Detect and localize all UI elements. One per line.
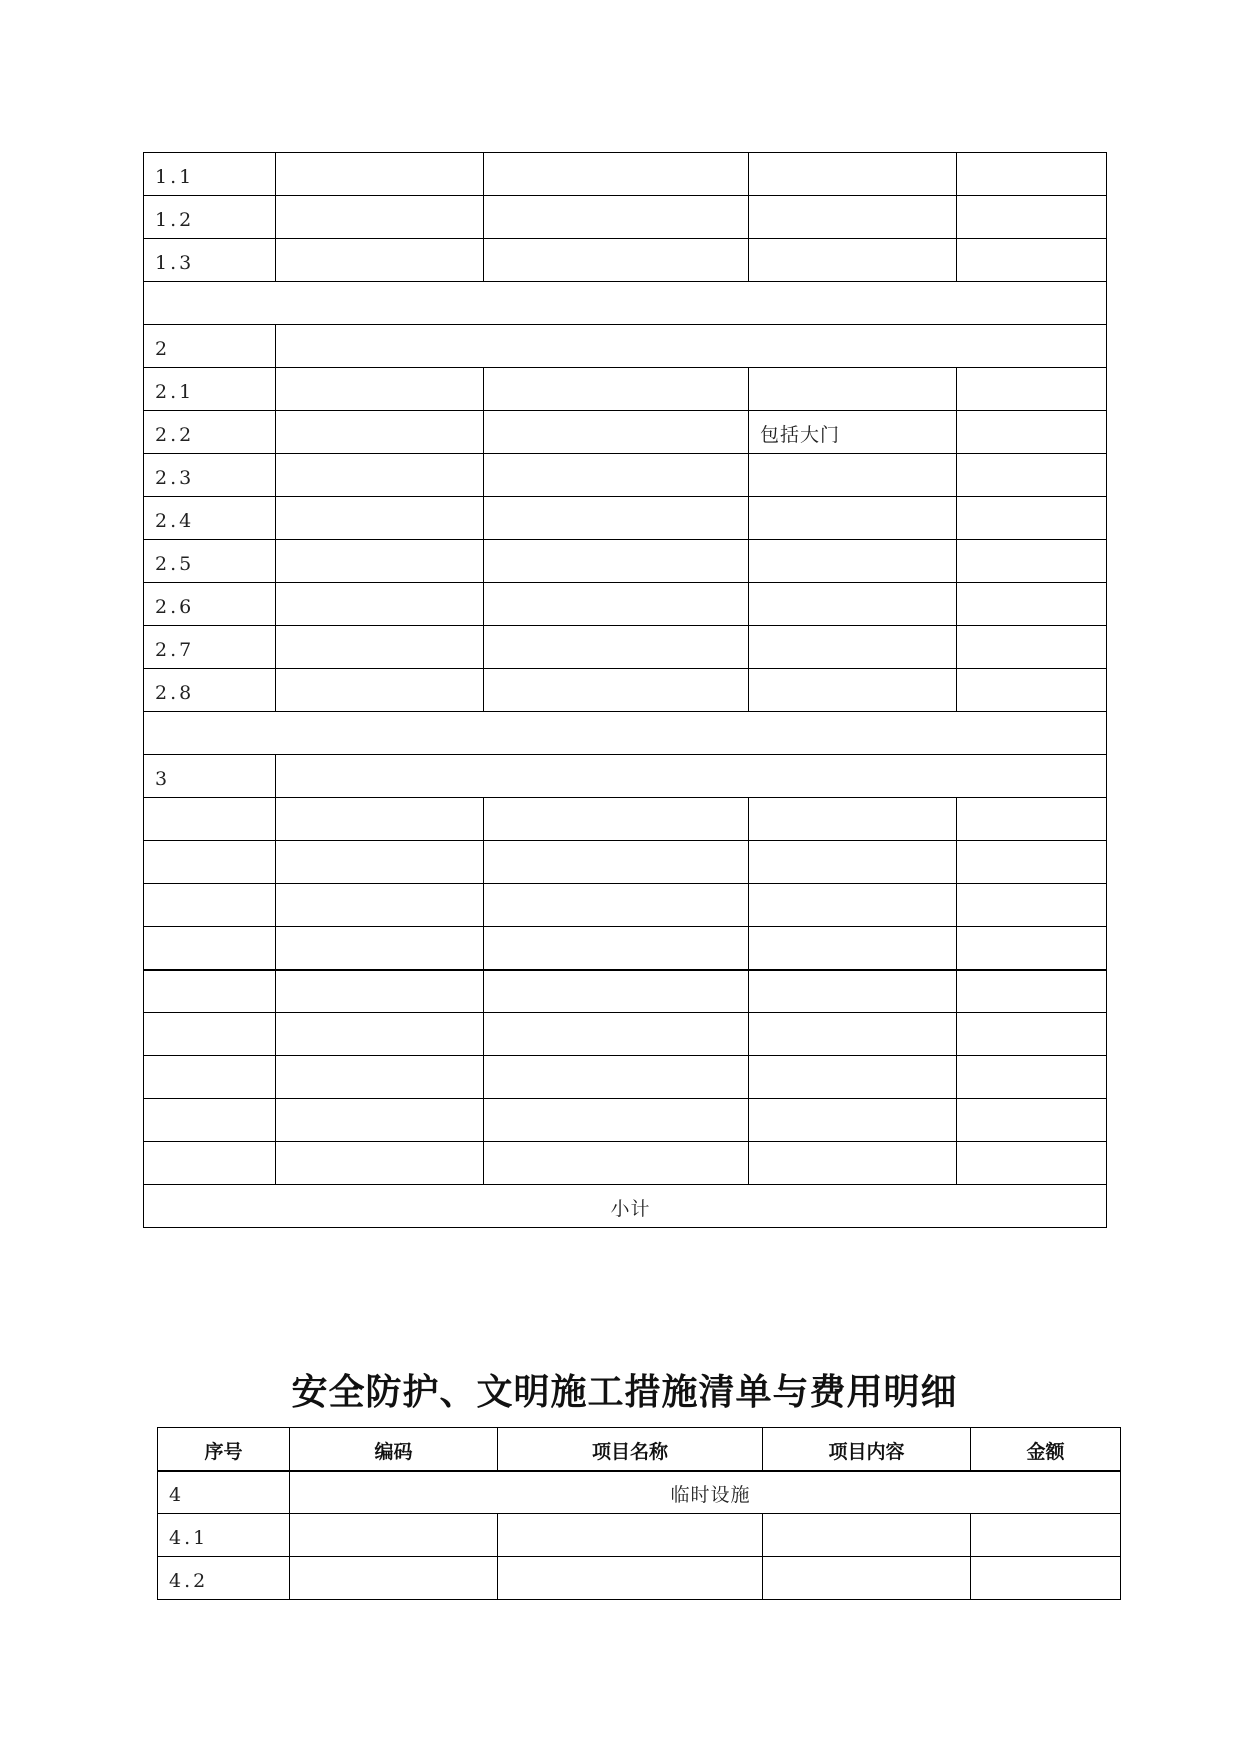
empty-content-cell — [749, 884, 957, 927]
row-2-7-name-cell — [484, 626, 749, 669]
row-1-2-name-cell — [484, 196, 749, 239]
empty-name-cell — [484, 1142, 749, 1185]
row-2-4-no-cell: 2.4 — [144, 497, 276, 540]
section-3-no-cell: 3 — [144, 755, 276, 798]
empty-no-cell — [144, 884, 276, 927]
empty-content-cell — [749, 841, 957, 884]
empty-amount-cell — [957, 1056, 1107, 1099]
section-2-no-cell: 2 — [144, 325, 276, 368]
empty-code-cell — [276, 1013, 484, 1056]
empty-code-cell — [276, 884, 484, 927]
header-content: 项目内容 — [763, 1428, 971, 1471]
empty-name-cell — [484, 841, 749, 884]
row-blank-2 — [144, 712, 1107, 755]
row-1-1-code-cell — [276, 153, 484, 196]
empty-no-cell — [144, 841, 276, 884]
row-3-empty-6 — [144, 1013, 1107, 1056]
row-1-2 — [144, 196, 1107, 239]
row-2-3-no-cell: 2.3 — [144, 454, 276, 497]
section-3-name-cell — [276, 755, 1107, 798]
empty-code-cell — [276, 798, 484, 841]
empty-code-cell — [276, 1056, 484, 1099]
empty-code-cell — [276, 841, 484, 884]
empty-name-cell — [484, 798, 749, 841]
empty-no-cell — [144, 798, 276, 841]
row-1-1-no-cell: 1.1 — [144, 153, 276, 196]
empty-content-cell — [749, 1099, 957, 1142]
row-2-1-content-cell — [749, 368, 957, 411]
empty-no-cell — [144, 1142, 276, 1185]
row-blank-1 — [144, 282, 1107, 325]
row-2-3-amount-cell — [957, 454, 1107, 497]
row-2-1-amount-cell — [957, 368, 1107, 411]
empty-name-cell — [484, 970, 749, 1013]
header-name: 项目名称 — [498, 1428, 763, 1471]
row-2-2-amount-cell — [957, 411, 1107, 454]
empty-name-cell — [484, 927, 749, 970]
row-2-1-no-cell: 2.1 — [144, 368, 276, 411]
row-section-4 — [158, 1471, 1121, 1514]
row-2-3 — [144, 454, 1107, 497]
row-2-4-name-cell — [484, 497, 749, 540]
empty-no-cell — [144, 927, 276, 970]
bottom-table — [157, 1427, 1121, 1600]
row-2-6 — [144, 583, 1107, 626]
row-2-6-content-cell — [749, 583, 957, 626]
empty-content-cell — [749, 1142, 957, 1185]
row-2-7-amount-cell — [957, 626, 1107, 669]
empty-name-cell — [484, 1099, 749, 1142]
empty-amount-cell — [957, 927, 1107, 970]
empty-code-cell — [276, 970, 484, 1013]
row-2-5-amount-cell — [957, 540, 1107, 583]
row-section-2 — [144, 325, 1107, 368]
row-1-2-code-cell — [276, 196, 484, 239]
row-2-6-no-cell: 2.6 — [144, 583, 276, 626]
empty-amount-cell — [957, 1013, 1107, 1056]
empty-amount-cell — [957, 884, 1107, 927]
header-row — [158, 1428, 1121, 1471]
section-4-name-cell: 临时设施 — [290, 1471, 1121, 1514]
row-2-1 — [144, 368, 1107, 411]
row-3-empty-7 — [144, 1056, 1107, 1099]
row-3-empty-2 — [144, 841, 1107, 884]
empty-no-cell — [144, 970, 276, 1013]
row-2-3-code-cell — [276, 454, 484, 497]
row-4-2-code-cell — [290, 1557, 498, 1600]
empty-amount-cell — [957, 1099, 1107, 1142]
row-2-4-code-cell — [276, 497, 484, 540]
empty-amount-cell — [957, 970, 1107, 1013]
empty-no-cell — [144, 1013, 276, 1056]
empty-name-cell — [484, 1056, 749, 1099]
section-4-no-cell: 4 — [158, 1471, 290, 1514]
empty-content-cell — [749, 1013, 957, 1056]
row-2-5-name-cell — [484, 540, 749, 583]
row-4-2-amount-cell — [971, 1557, 1121, 1600]
empty-content-cell — [749, 970, 957, 1013]
row-1-2-amount-cell — [957, 196, 1107, 239]
row-1-3-amount-cell — [957, 239, 1107, 282]
row-1-3-content-cell — [749, 239, 957, 282]
row-1-2-no-cell: 1.2 — [144, 196, 276, 239]
header-code: 编码 — [290, 1428, 498, 1471]
empty-amount-cell — [957, 841, 1107, 884]
row-4-2 — [158, 1557, 1121, 1600]
row-2-3-content-cell — [749, 454, 957, 497]
row-2-7-code-cell — [276, 626, 484, 669]
empty-name-cell — [484, 884, 749, 927]
row-2-5-no-cell: 2.5 — [144, 540, 276, 583]
row-3-empty-1 — [144, 798, 1107, 841]
row-4-2-no-cell: 4.2 — [158, 1557, 290, 1600]
row-2-4 — [144, 497, 1107, 540]
row-1-3-name-cell — [484, 239, 749, 282]
row-2-8-no-cell: 2.8 — [144, 669, 276, 712]
row-2-8 — [144, 669, 1107, 712]
row-4-1-amount-cell — [971, 1514, 1121, 1557]
row-2-4-amount-cell — [957, 497, 1107, 540]
row-2-2-code-cell — [276, 411, 484, 454]
row-2-7-no-cell: 2.7 — [144, 626, 276, 669]
empty-code-cell — [276, 1099, 484, 1142]
top-table — [143, 152, 1107, 1228]
row-4-1 — [158, 1514, 1121, 1557]
row-2-1-name-cell — [484, 368, 749, 411]
empty-no-cell — [144, 1099, 276, 1142]
empty-amount-cell — [957, 1142, 1107, 1185]
row-2-6-name-cell — [484, 583, 749, 626]
row-1-3-code-cell — [276, 239, 484, 282]
empty-code-cell — [276, 927, 484, 970]
row-3-empty-3 — [144, 884, 1107, 927]
row-4-1-no-cell: 4.1 — [158, 1514, 290, 1557]
row-2-8-code-cell — [276, 669, 484, 712]
document-title: 安全防护、文明施工措施清单与费用明细 — [291, 1371, 958, 1413]
row-4-2-content-cell — [763, 1557, 971, 1600]
row-2-7-content-cell — [749, 626, 957, 669]
empty-content-cell — [749, 798, 957, 841]
header-no: 序号 — [158, 1428, 290, 1471]
row-1-1-content-cell — [749, 153, 957, 196]
row-4-1-content-cell — [763, 1514, 971, 1557]
row-3-empty-8 — [144, 1099, 1107, 1142]
section-2-name-cell — [276, 325, 1107, 368]
row-3-empty-5 — [144, 970, 1107, 1013]
row-1-1 — [144, 153, 1107, 196]
row-1-1-amount-cell — [957, 153, 1107, 196]
header-amount: 金额 — [971, 1428, 1121, 1471]
row-2-1-code-cell — [276, 368, 484, 411]
empty-content-cell — [749, 1056, 957, 1099]
row-4-1-code-cell — [290, 1514, 498, 1557]
row-section-3 — [144, 755, 1107, 798]
row-2-2-name-cell — [484, 411, 749, 454]
empty-content-cell — [749, 927, 957, 970]
row-2-6-amount-cell — [957, 583, 1107, 626]
row-1-3-no-cell: 1.3 — [144, 239, 276, 282]
blank-row-cell — [144, 282, 1107, 325]
row-1-2-content-cell — [749, 196, 957, 239]
empty-name-cell — [484, 1013, 749, 1056]
empty-code-cell — [276, 1142, 484, 1185]
row-4-2-name-cell — [498, 1557, 763, 1600]
row-subtotal — [144, 1185, 1107, 1228]
row-2-2-content-cell: 包括大门 — [749, 411, 957, 454]
subtotal-label: 小计 — [144, 1185, 1107, 1228]
row-2-5 — [144, 540, 1107, 583]
row-2-8-name-cell — [484, 669, 749, 712]
empty-amount-cell — [957, 798, 1107, 841]
row-2-2 — [144, 411, 1107, 454]
row-3-empty-4 — [144, 927, 1107, 970]
row-2-3-name-cell — [484, 454, 749, 497]
blank-row-cell — [144, 712, 1107, 755]
row-2-6-code-cell — [276, 583, 484, 626]
row-2-5-code-cell — [276, 540, 484, 583]
row-2-7 — [144, 626, 1107, 669]
row-2-4-content-cell — [749, 497, 957, 540]
row-1-3 — [144, 239, 1107, 282]
row-3-empty-9 — [144, 1142, 1107, 1185]
empty-no-cell — [144, 1056, 276, 1099]
row-4-1-name-cell — [498, 1514, 763, 1557]
row-2-2-no-cell: 2.2 — [144, 411, 276, 454]
row-2-8-amount-cell — [957, 669, 1107, 712]
row-2-5-content-cell — [749, 540, 957, 583]
row-1-1-name-cell — [484, 153, 749, 196]
row-2-8-content-cell — [749, 669, 957, 712]
